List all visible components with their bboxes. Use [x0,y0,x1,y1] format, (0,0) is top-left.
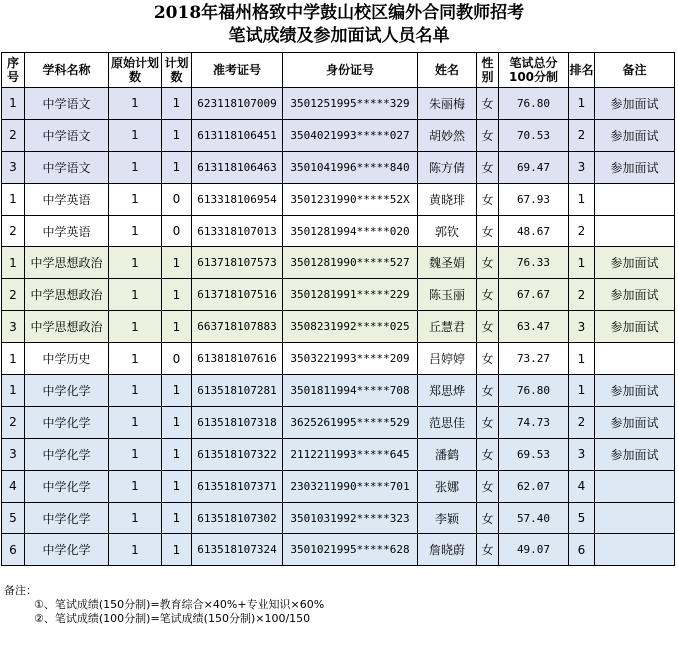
cell-subject: 中学英语 [25,183,109,215]
cell-rank: 3 [569,151,595,183]
cell-gender: 女 [477,215,499,247]
cell-orig-plan: 1 [109,88,162,120]
results-table [1,52,675,566]
cell-plan: 1 [162,279,192,311]
table-row [2,502,675,534]
cell-gender: 女 [477,279,499,311]
table-row [2,470,675,502]
cell-exam-no: 613718107573 [192,247,283,279]
cell-remark [595,343,675,375]
cell-seq: 1 [2,183,25,215]
cell-id-no: 3501281991*****229 [283,279,418,311]
cell-seq: 6 [2,534,25,566]
table-row [2,151,675,183]
cell-remark: 参加面试 [595,279,675,311]
cell-name: 胡妙然 [418,119,477,151]
cell-subject: 中学历史 [25,343,109,375]
cell-plan: 1 [162,88,192,120]
cell-seq: 3 [2,151,25,183]
cell-gender: 女 [477,406,499,438]
cell-orig-plan: 1 [109,438,162,470]
cell-orig-plan: 1 [109,151,162,183]
cell-id-no: 3501031992*****323 [283,502,418,534]
header-rank: 排名 [569,53,595,88]
cell-subject: 中学语文 [25,119,109,151]
cell-gender: 女 [477,343,499,375]
cell-rank: 1 [569,375,595,407]
table-row [2,183,675,215]
cell-plan: 1 [162,311,192,343]
cell-name: 魏圣娟 [418,247,477,279]
table-row [2,88,675,120]
table-row [2,438,675,470]
cell-exam-no: 613718107516 [192,279,283,311]
cell-subject: 中学化学 [25,375,109,407]
cell-rank: 1 [569,343,595,375]
cell-seq: 3 [2,438,25,470]
cell-orig-plan: 1 [109,406,162,438]
cell-plan: 1 [162,470,192,502]
cell-gender: 女 [477,88,499,120]
cell-id-no: 3501021995*****628 [283,534,418,566]
cell-rank: 4 [569,470,595,502]
cell-seq: 2 [2,279,25,311]
cell-rank: 1 [569,88,595,120]
cell-name: 朱丽梅 [418,88,477,120]
cell-seq: 5 [2,502,25,534]
cell-subject: 中学化学 [25,502,109,534]
cell-orig-plan: 1 [109,279,162,311]
table-row [2,311,675,343]
cell-score: 74.73 [499,406,569,438]
cell-plan: 0 [162,183,192,215]
cell-score: 69.53 [499,438,569,470]
cell-score: 49.07 [499,534,569,566]
page-title: 2018年福州格致中学鼓山校区编外合同教师招考 [153,3,525,23]
table-row [2,375,675,407]
cell-exam-no: 613118106463 [192,151,283,183]
cell-rank: 3 [569,438,595,470]
cell-gender: 女 [477,470,499,502]
table-row [2,343,675,375]
header-gender: 性别 [477,53,499,88]
cell-seq: 1 [2,375,25,407]
header-name: 姓名 [418,53,477,88]
cell-name: 吕婷婷 [418,343,477,375]
cell-exam-no: 613518107371 [192,470,283,502]
cell-remark: 参加面试 [595,247,675,279]
cell-id-no: 3501041996*****840 [283,151,418,183]
header-plan: 计划数 [162,53,192,88]
cell-orig-plan: 1 [109,119,162,151]
cell-orig-plan: 1 [109,343,162,375]
cell-name: 郑思烨 [418,375,477,407]
cell-id-no: 3503221993*****209 [283,343,418,375]
cell-remark [595,470,675,502]
cell-exam-no: 613518107318 [192,406,283,438]
cell-name: 詹晓蔚 [418,534,477,566]
cell-exam-no: 613518107324 [192,534,283,566]
cell-exam-no: 613818107616 [192,343,283,375]
cell-exam-no: 613518107322 [192,438,283,470]
cell-exam-no: 613318106954 [192,183,283,215]
cell-rank: 5 [569,502,595,534]
cell-rank: 2 [569,279,595,311]
cell-id-no: 3501231990*****52X [283,183,418,215]
cell-seq: 1 [2,247,25,279]
cell-gender: 女 [477,438,499,470]
cell-rank: 1 [569,183,595,215]
cell-id-no: 3508231992*****025 [283,311,418,343]
cell-remark: 参加面试 [595,151,675,183]
cell-name: 李颖 [418,502,477,534]
cell-remark: 参加面试 [595,119,675,151]
cell-subject: 中学语文 [25,151,109,183]
cell-score: 70.53 [499,119,569,151]
cell-id-no: 2303211990*****701 [283,470,418,502]
cell-gender: 女 [477,375,499,407]
cell-score: 62.07 [499,470,569,502]
cell-plan: 1 [162,119,192,151]
cell-exam-no: 613318107013 [192,215,283,247]
cell-gender: 女 [477,247,499,279]
cell-id-no: 2112211993*****645 [283,438,418,470]
cell-plan: 1 [162,406,192,438]
cell-name: 范思佳 [418,406,477,438]
table-body [2,88,675,566]
cell-plan: 1 [162,438,192,470]
cell-exam-no: 623118107009 [192,88,283,120]
cell-gender: 女 [477,119,499,151]
cell-gender: 女 [477,151,499,183]
cell-subject: 中学化学 [25,534,109,566]
table-row [2,406,675,438]
cell-id-no: 3625261995*****529 [283,406,418,438]
cell-score: 67.67 [499,279,569,311]
cell-gender: 女 [477,183,499,215]
header-exam-no: 准考证号 [192,53,283,88]
cell-subject: 中学化学 [25,470,109,502]
cell-remark: 参加面试 [595,311,675,343]
cell-score: 76.33 [499,247,569,279]
cell-seq: 1 [2,343,25,375]
cell-id-no: 3501811994*****708 [283,375,418,407]
cell-remark: 参加面试 [595,375,675,407]
cell-plan: 1 [162,534,192,566]
cell-remark: 参加面试 [595,438,675,470]
cell-name: 黄晓琲 [418,183,477,215]
cell-subject: 中学思想政治 [25,311,109,343]
table-row [2,119,675,151]
header-seq: 序号 [2,53,25,88]
cell-plan: 1 [162,375,192,407]
cell-orig-plan: 1 [109,502,162,534]
cell-orig-plan: 1 [109,470,162,502]
note-line-2: ②、笔试成绩(100分制)=笔试成绩(150分制)×100/150 [34,612,311,626]
cell-exam-no: 613518107302 [192,502,283,534]
page-subtitle: 笔试成绩及参加面试人员名单 [228,26,450,46]
cell-orig-plan: 1 [109,215,162,247]
cell-subject: 中学化学 [25,438,109,470]
cell-seq: 2 [2,406,25,438]
table-header-row [2,53,675,88]
cell-score: 76.80 [499,375,569,407]
cell-orig-plan: 1 [109,183,162,215]
cell-id-no: 3501281990*****527 [283,247,418,279]
cell-plan: 1 [162,247,192,279]
cell-seq: 1 [2,88,25,120]
header-id-no: 身份证号 [283,53,418,88]
cell-name: 郭钦 [418,215,477,247]
table-row [2,279,675,311]
cell-id-no: 3504021993*****027 [283,119,418,151]
cell-remark [595,534,675,566]
cell-remark: 参加面试 [595,88,675,120]
cell-orig-plan: 1 [109,534,162,566]
header-score: 笔试总分100分制 [499,53,569,88]
cell-plan: 1 [162,502,192,534]
cell-score: 48.67 [499,215,569,247]
cell-score: 67.93 [499,183,569,215]
table-row [2,215,675,247]
cell-plan: 0 [162,215,192,247]
cell-seq: 2 [2,119,25,151]
cell-rank: 3 [569,311,595,343]
cell-exam-no: 663718107883 [192,311,283,343]
cell-orig-plan: 1 [109,247,162,279]
cell-seq: 4 [2,470,25,502]
cell-rank: 2 [569,406,595,438]
cell-seq: 3 [2,311,25,343]
cell-score: 63.47 [499,311,569,343]
cell-score: 73.27 [499,343,569,375]
cell-remark [595,215,675,247]
notes-section [4,584,678,626]
table-row [2,534,675,566]
cell-gender: 女 [477,502,499,534]
cell-id-no: 3501251995*****329 [283,88,418,120]
header-orig-plan: 原始计划数 [109,53,162,88]
cell-exam-no: 613118106451 [192,119,283,151]
cell-subject: 中学思想政治 [25,279,109,311]
cell-remark [595,502,675,534]
cell-orig-plan: 1 [109,375,162,407]
cell-gender: 女 [477,534,499,566]
cell-score: 76.80 [499,88,569,120]
cell-name: 陈方倩 [418,151,477,183]
notes-label: 备注： [4,584,37,598]
cell-rank: 6 [569,534,595,566]
cell-name: 陈玉丽 [418,279,477,311]
note-line-1: ①、笔试成绩(150分制)=教育综合×40%+专业知识×60% [34,598,325,612]
cell-rank: 2 [569,119,595,151]
cell-exam-no: 613518107281 [192,375,283,407]
cell-score: 69.47 [499,151,569,183]
cell-rank: 2 [569,215,595,247]
cell-plan: 0 [162,343,192,375]
cell-subject: 中学思想政治 [25,247,109,279]
header-subject: 学科名称 [25,53,109,88]
cell-subject: 中学语文 [25,88,109,120]
cell-plan: 1 [162,151,192,183]
cell-remark: 参加面试 [595,406,675,438]
cell-id-no: 3501281994*****020 [283,215,418,247]
cell-orig-plan: 1 [109,311,162,343]
cell-subject: 中学化学 [25,406,109,438]
cell-name: 张娜 [418,470,477,502]
cell-remark [595,183,675,215]
cell-gender: 女 [477,311,499,343]
cell-score: 57.40 [499,502,569,534]
cell-name: 潘鹤 [418,438,477,470]
cell-subject: 中学英语 [25,215,109,247]
header-remark: 备注 [595,53,675,88]
table-row [2,247,675,279]
cell-seq: 2 [2,215,25,247]
cell-rank: 1 [569,247,595,279]
cell-name: 丘慧君 [418,311,477,343]
